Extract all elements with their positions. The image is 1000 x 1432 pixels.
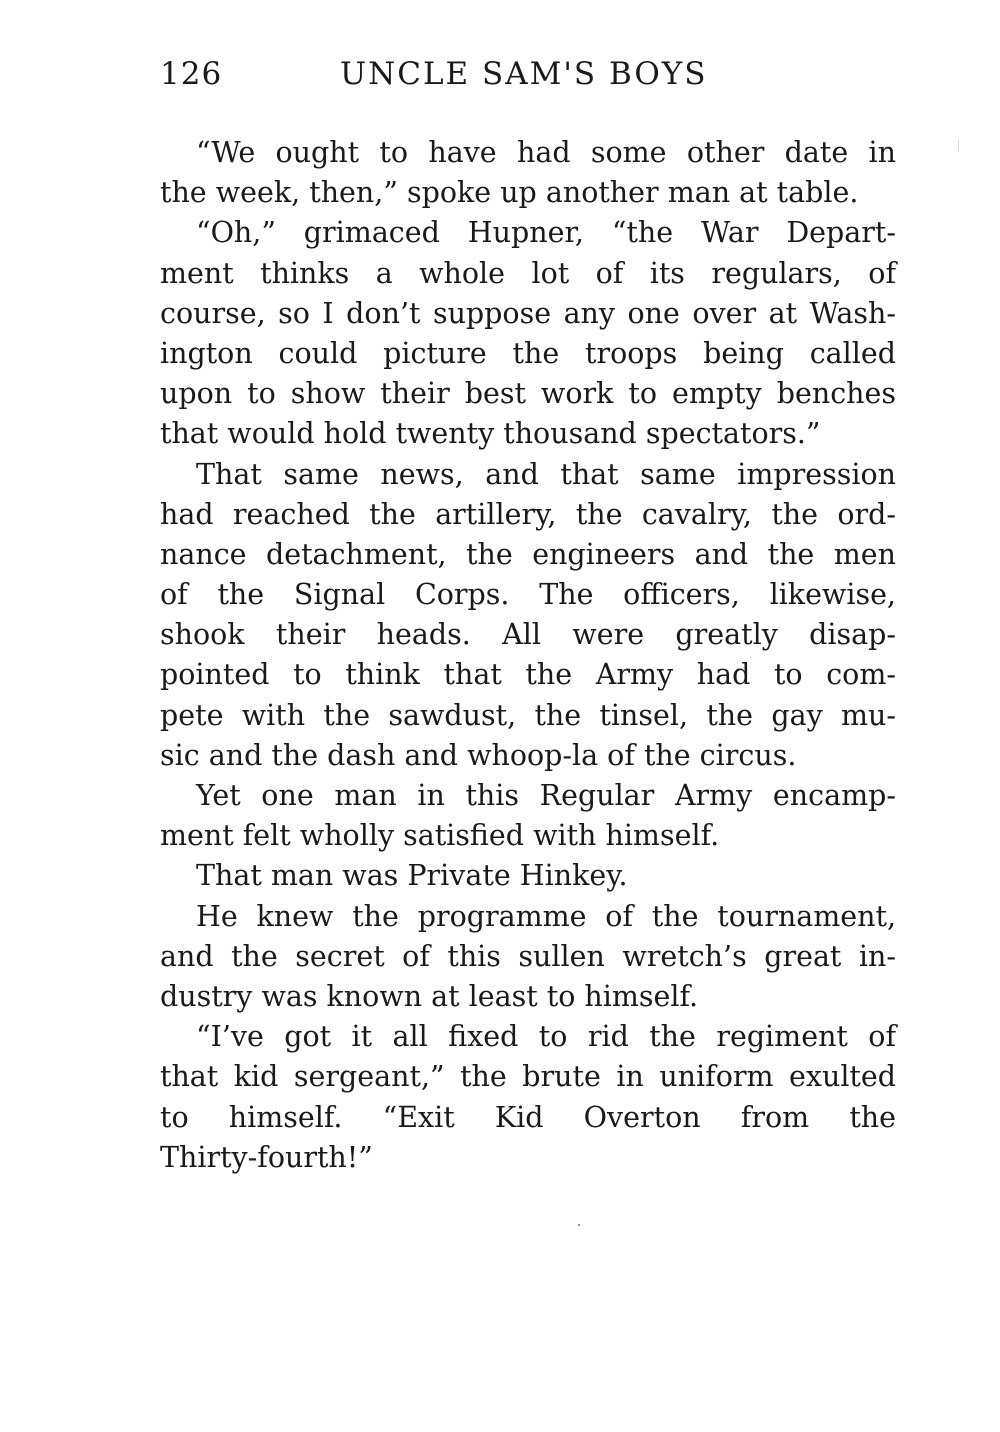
text-line: dustry was known at least to himself. bbox=[160, 979, 699, 1013]
text-line: “Oh,” grimaced Hupner, “the War Depart- bbox=[196, 216, 896, 250]
text-line: “We ought to have had some other date in bbox=[196, 136, 896, 169]
text-line: That man was Private Hinkey. bbox=[196, 859, 628, 893]
text-line: of the Signal Corps. The officers, likewise, bbox=[160, 578, 896, 612]
text-line: ment felt wholly satisfied with himself. bbox=[160, 819, 720, 853]
text-line: pointed to think that the Army had to com- bbox=[160, 658, 896, 692]
text-line: sic and the dash and whoop-la of the circus. bbox=[160, 738, 797, 772]
text-line: shook their heads. All were greatly disap- bbox=[160, 618, 896, 652]
running-header bbox=[160, 56, 896, 96]
text-line: the week, then,” spoke up another man at table. bbox=[160, 176, 859, 210]
text-line: that would hold twenty thousand spectators.” bbox=[160, 417, 821, 451]
text-line: He knew the programme of the tournament, bbox=[196, 899, 896, 933]
ink-speck bbox=[578, 1224, 580, 1226]
text-line: and the secret of this sullen wretch’s great in- bbox=[160, 939, 896, 973]
text-line: to himself. “Exit Kid Overton from the bbox=[160, 1100, 896, 1134]
text-line: nance detachment, the engineers and the men bbox=[160, 537, 896, 571]
text-line: “I’ve got it all fixed to rid the regiment of bbox=[196, 1020, 896, 1054]
text-line: course, so I don’t suppose any one over at Wash- bbox=[160, 296, 896, 330]
scan-edge-mark bbox=[958, 140, 959, 152]
text-line: upon to show their best work to empty benches bbox=[160, 377, 896, 411]
text-line: Yet one man in this Regular Army encamp- bbox=[196, 779, 896, 812]
text-line: Thirty-fourth!” bbox=[160, 1140, 373, 1174]
text-line: had reached the artillery, the cavalry, the ord- bbox=[160, 497, 896, 531]
text-line: that kid sergeant,” the brute in uniform exulted bbox=[160, 1060, 896, 1094]
page-number: 126 bbox=[160, 56, 223, 92]
text-line: That same news, and that same impression bbox=[196, 457, 896, 491]
text-line: ington could picture the troops being called bbox=[160, 336, 896, 370]
body-text bbox=[160, 133, 896, 1178]
text-line: ment thinks a whole lot of its regulars, of bbox=[160, 256, 896, 290]
text-line: pete with the sawdust, the tinsel, the gay mu- bbox=[160, 698, 896, 732]
running-title: UNCLE SAM'S BOYS bbox=[340, 56, 708, 92]
